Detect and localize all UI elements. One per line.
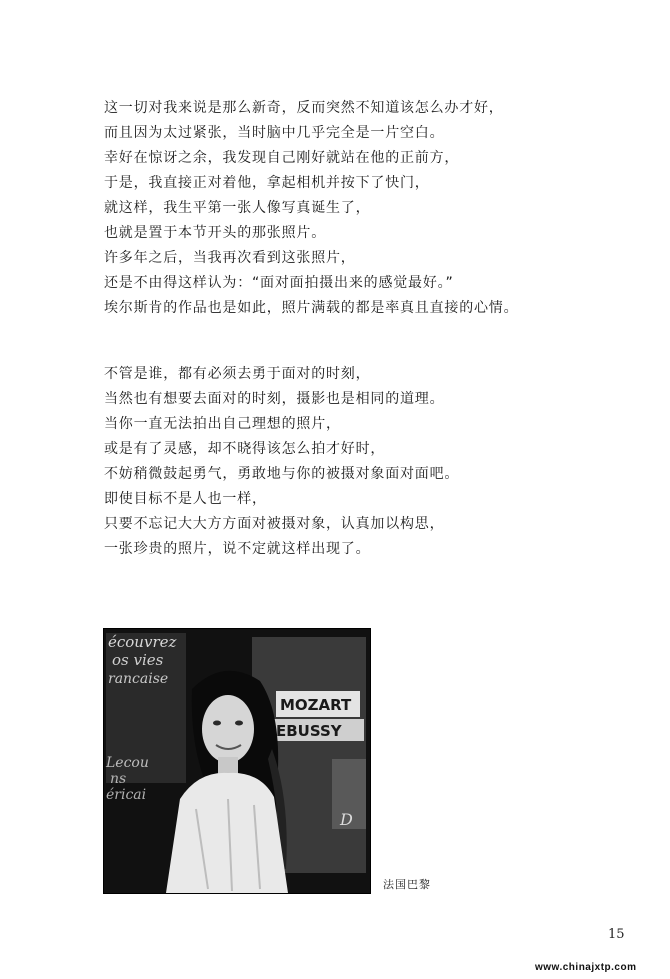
text-line: 不管是谁，都有必须去勇于面对的时刻， xyxy=(104,366,371,382)
text-line: 就这样，我生平第一张人像写真诞生了， xyxy=(104,200,371,216)
text-line: 或是有了灵感，却不晓得该怎么拍才好时， xyxy=(104,441,386,457)
portrait-photo-illustration xyxy=(104,629,370,893)
watermark: www.chinajxtp.com xyxy=(535,962,637,973)
text-line: 还是不由得这样认为：“面对面拍摄出来的感觉最好。” xyxy=(104,275,454,291)
text-line: 也就是置于本节开头的那张照片。 xyxy=(104,225,326,241)
text-line: 于是，我直接正对着他，拿起相机并按下了快门， xyxy=(104,175,430,191)
poster-text: D xyxy=(340,810,353,829)
poster-text: ns xyxy=(110,771,127,787)
text-line: 这一切对我来说是那么新奇，反而突然不知道该怎么办才好， xyxy=(104,100,504,116)
text-line: 即使目标不是人也一样， xyxy=(104,491,267,507)
text-line: 幸好在惊讶之余，我发现自己刚好就站在他的正前方， xyxy=(104,150,460,166)
text-line: 埃尔斯肯的作品也是如此，照片满载的都是率真且直接的心情。 xyxy=(104,300,519,316)
text-line: 只要不忘记大大方方面对被摄对象，认真加以构思， xyxy=(104,516,445,532)
body-paragraph-1 xyxy=(104,96,518,321)
portrait-photo xyxy=(103,628,371,894)
face-shape xyxy=(202,695,254,763)
poster-text: écouvrez xyxy=(108,633,177,651)
body-paragraph-2 xyxy=(104,362,459,562)
text-line: 而且因为太过紧张，当时脑中几乎完全是一片空白。 xyxy=(104,125,445,141)
poster-text: éricai xyxy=(106,787,147,803)
page-number: 15 xyxy=(608,927,625,942)
text-line: 许多年之后，当我再次看到这张照片， xyxy=(104,250,356,266)
poster-text: rancaise xyxy=(108,671,169,687)
poster-text: Lecou xyxy=(106,755,149,771)
text-line: 当你一直无法拍出自己理想的照片， xyxy=(104,416,341,432)
poster-text: EBUSSY xyxy=(276,722,342,740)
text-line: 一张珍贵的照片，说不定就这样出现了。 xyxy=(104,541,371,557)
poster-text: os vies xyxy=(112,651,164,669)
text-line: 当然也有想要去面对的时刻，摄影也是相同的道理。 xyxy=(104,391,445,407)
text-line: 不妨稍微鼓起勇气，勇敢地与你的被摄对象面对面吧。 xyxy=(104,466,460,482)
photo-caption: 法国巴黎 xyxy=(383,878,431,891)
poster-text: MOZART xyxy=(280,696,352,714)
